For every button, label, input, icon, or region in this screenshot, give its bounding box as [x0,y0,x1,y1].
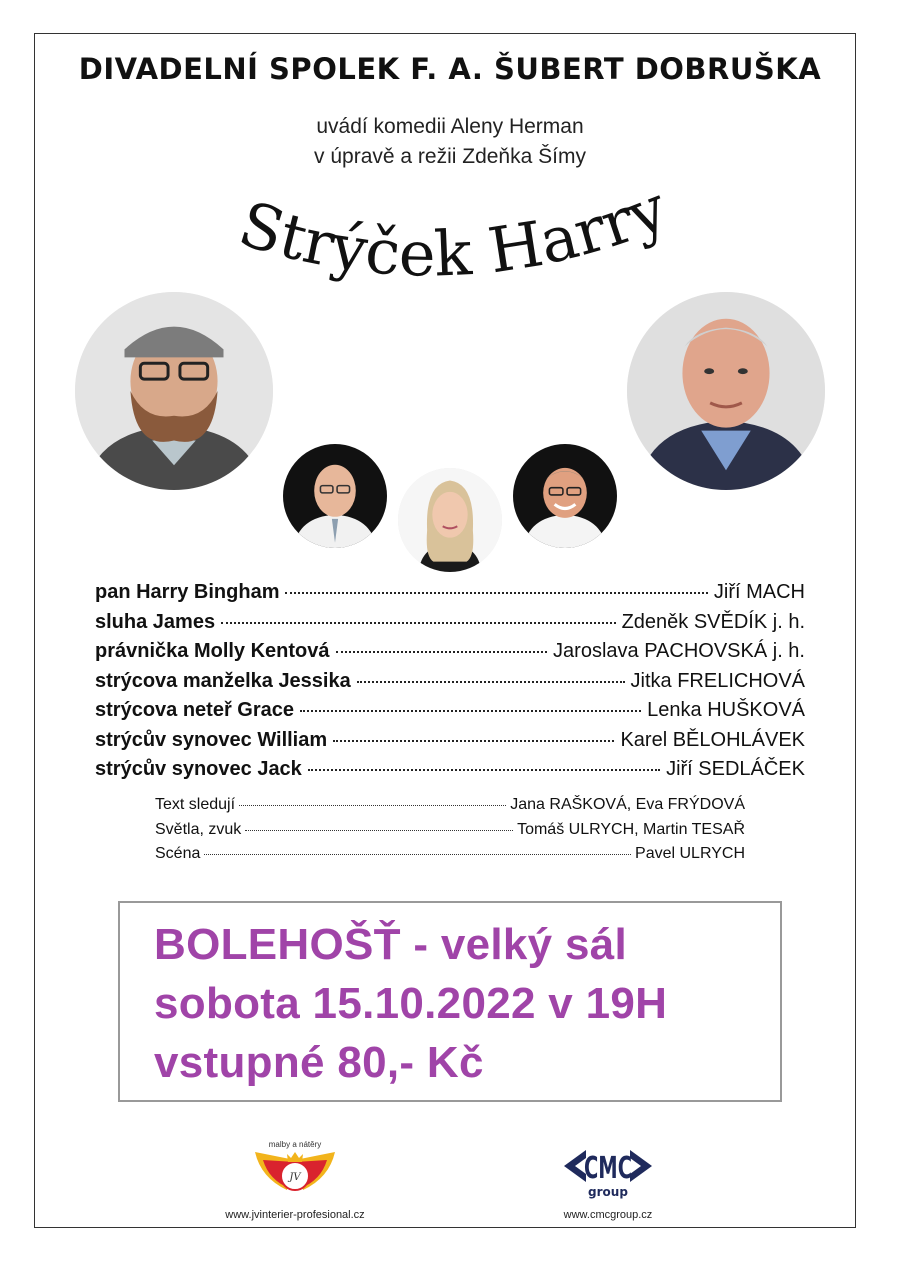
svg-text:malby a nátěry: malby a nátěry [268,1140,322,1149]
actor-photo-small-3 [513,444,617,548]
svg-text:group: group [588,1185,628,1199]
cmcgroup-logo [558,1142,658,1200]
cast-actor: Jiří SEDLÁČEK [666,758,805,780]
sponsor-jvinterier [205,1138,385,1221]
crew-row [155,796,745,821]
actor-photo-left [75,292,273,490]
cast-role: právnička Molly Kentová [95,640,330,662]
troupe-name: DIVADELNÍ SPOLEK F. A. ŠUBERT DOBRUŠKA [78,52,822,86]
sponsor-url: www.jvinterier-profesional.cz [225,1209,365,1221]
crew-role: Scéna [155,845,201,862]
play-title-text: Strýček Harry [230,171,677,291]
leader-dots [357,681,625,683]
cast-list [95,581,805,788]
event-info-box [118,901,782,1102]
svg-text:CMC: CMC [584,1151,632,1186]
actor-photo-small-2 [398,468,502,572]
presents-line-1: uvádí komedii Aleny Herman [316,115,584,138]
cast-actor: Lenka HUŠKOVÁ [647,699,805,721]
crew-row [155,821,745,846]
cast-role: strýcův synovec Jack [95,758,302,780]
play-title [150,160,750,310]
event-venue: BOLEHOŠŤ - velký sál [154,920,628,969]
event-date: sobota 15.10.2022 v 19H [154,979,668,1028]
leader-dots [285,592,707,594]
leader-dots [245,830,513,831]
cast-actor: Jitka FRELICHOVÁ [630,669,805,692]
crew-names: Pavel ULRYCH [635,845,745,862]
crew-names: Jana RAŠKOVÁ, Eva FRÝDOVÁ [510,796,745,813]
cast-actor: Zdeněk SVĚDÍK j. h. [621,610,805,633]
cast-role: sluha James [95,610,216,633]
crew-role: Text sledují [155,796,236,813]
jvinterier-logo [247,1138,343,1200]
actor-photo-right [627,292,825,490]
cast-row [95,640,805,670]
leader-dots [308,769,660,771]
crew-list [155,796,745,870]
actor-photo-small-1 [283,444,387,548]
cast-row [95,611,805,641]
sponsor-cmcgroup [533,1142,683,1221]
cast-role: strýcova neteř Grace [95,699,295,721]
leader-dots [221,622,616,624]
leader-dots [333,740,614,742]
cast-actor: Karel BĚLOHLÁVEK [620,728,805,751]
cast-row [95,729,805,759]
presents-line-2: v úpravě a režii Zdeňka Šímy [314,145,586,168]
cast-row [95,758,805,788]
cast-actor: Jiří MACH [713,581,805,603]
cast-row [95,670,805,700]
leader-dots [336,651,548,653]
crew-role: Světla, zvuk [155,820,242,838]
crew-row [155,845,745,870]
leader-dots [239,805,506,806]
event-price: vstupné 80,- Kč [154,1038,484,1087]
crew-names: Tomáš ULRYCH, Martin TESAŘ [517,820,745,838]
sponsor-url: www.cmcgroup.cz [563,1209,653,1221]
cast-actor: Jaroslava PACHOVSKÁ j. h. [553,640,805,662]
cast-role: strýcův synovec William [95,728,328,751]
svg-text:JV: JV [289,1172,301,1183]
leader-dots [204,854,631,855]
cast-row [95,699,805,729]
cast-role: strýcova manželka Jessika [95,669,351,692]
cast-row [95,581,805,611]
cast-role: pan Harry Bingham [95,581,280,603]
leader-dots [300,710,641,712]
